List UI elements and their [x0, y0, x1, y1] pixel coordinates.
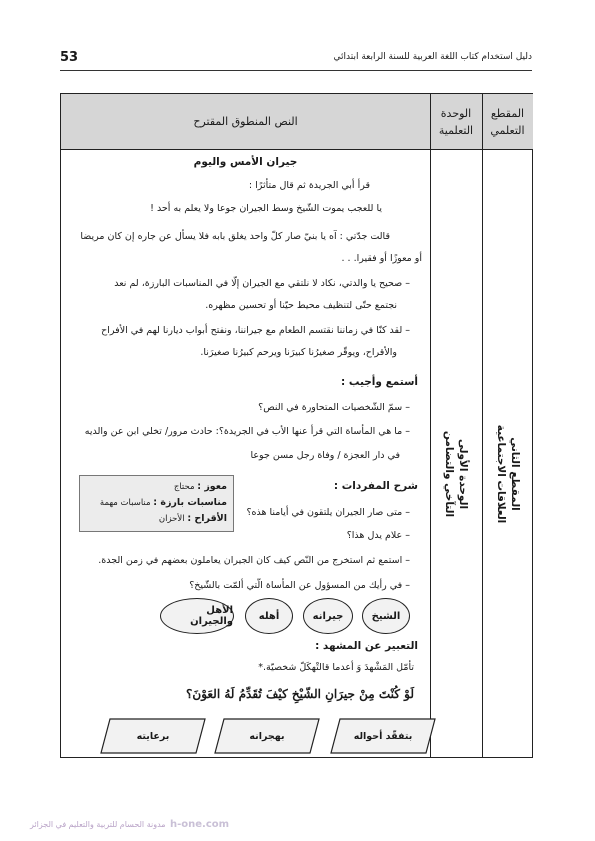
vocab-definition: مناسبات بارزة : مناسبات مهمة: [99, 497, 227, 508]
listen-question: – سمّ الشّخصيات المتحاورة في النص؟: [258, 402, 410, 413]
vocab-definition: معوز : محتاج: [173, 481, 227, 492]
column-divider: [430, 94, 431, 757]
guide-title: دليل استخدام كتاب اللغة العربية للسنة الرابعة ابتدائي: [333, 52, 532, 62]
text-line: – لقد كنّا في زماننا نقتسم الطعام مع جيراننا، ونفتح أبواب ديارنا لهم في الأفراح: [101, 325, 410, 336]
footer-watermark: [30, 819, 230, 834]
scene-option-parallelogram: بهجرانه: [214, 718, 320, 754]
footer-blog: مدونة الحسام للتربية والتعليم في الجزائر: [30, 820, 166, 829]
listen-heading: أستمع وأجيب :: [340, 376, 418, 388]
text-line: قرأ أبي الجريدة ثم قال متأثرًا :: [248, 180, 370, 191]
text-line: – صحيح يا والدتي، نكاد لا نلتقي مع الجيران إلّا في المناسبات البارزة، لم نعد: [114, 278, 410, 289]
lesson-table: [60, 93, 533, 758]
answer-option-oval: الشيخ: [362, 598, 410, 634]
column-divider: [482, 94, 483, 757]
header-learning-segment: المقطع التعلمي: [482, 94, 533, 150]
page-number: 53: [60, 50, 79, 65]
scene-heading: التعبير عن المشهد :: [315, 640, 418, 652]
listen-answer: في دار العجزة / وفاة رجل مسن جوعا: [250, 450, 400, 461]
header-rule: [60, 70, 532, 71]
text-line: أو معوزًا أو فقيرا. . .: [341, 253, 422, 264]
text-line: يا للعجب يموت الشّيخ وسط الجيران جوعا ولا يعلم به أحد !: [150, 203, 382, 214]
scene-option-parallelogram: برعايته: [100, 718, 206, 754]
text-line: نجتمع حتّى لتنظيف محيط حيّنا أو تحسين مظهره.: [205, 300, 397, 311]
text-line: قالت جدّتي : آه يا بنيّ صار كلّ واحد يغلق بابه فلا يسأل عن جاره إن كان مريضا: [80, 231, 390, 242]
scene-option-parallelogram: بتفقّد أحواله: [330, 718, 436, 754]
vocab-question: – علام يدل هذا؟: [346, 530, 410, 541]
vocab-question: – في رأيك من المسؤول عن المأساة الّتي ألمّت بالشّيخ؟: [189, 580, 410, 591]
listen-question: – ما هي المأساة التي قرأ عنها الأب في الجريدة؟: حادث مرور/ تخلي ابن عن والديه: [84, 426, 410, 437]
answer-option-oval: أهله: [245, 598, 293, 634]
text-line: والأقراح، ويوقّر صغيرُنا كبيرَنا ويرحم كبيرُنا صغيرَنا.: [200, 347, 397, 358]
answer-option-oval: جيرانه: [303, 598, 353, 634]
page-header: [60, 50, 532, 70]
scene-line: تأمّل المَشْهدَ وَ أعدما قالتْهكَلّ شخصيّة.*: [258, 662, 414, 673]
header-learning-unit: الوحدة التعلمية: [430, 94, 482, 150]
header-proposed-text: النص المنطوق المقترح: [61, 94, 430, 150]
vocab-definitions-box: [79, 475, 234, 532]
footer-site: h-one.com: [170, 819, 230, 830]
vocab-question: – استمع ثم استخرج من النّص كيف كان الجيران يعاملون بعضهم في زمن الجدة.: [98, 555, 410, 566]
scene-question: لَوْ كُنْتَ مِنْ جيرَانِ الشّيْخِ كيْفَ تُقَدِّمُ لَهُ العَوْنَ؟: [186, 687, 414, 701]
text-title: جيران الأمس واليوم: [193, 156, 298, 168]
vocab-question: – متى صار الجيران يلتقون في أيامنا هذه؟: [246, 507, 410, 518]
unit-value: الوحدة الأولى التآخي والتضامن: [443, 430, 469, 518]
vocab-definition: الأقراح : الأحزان: [158, 513, 227, 524]
proposed-text-cell: [61, 150, 430, 757]
answer-option-oval: الأهل والجيران: [160, 598, 234, 634]
vocab-heading: شرح المفردات :: [333, 480, 418, 492]
segment-value: المقطع الثاني العلاقات الاجتماعية: [495, 424, 521, 524]
